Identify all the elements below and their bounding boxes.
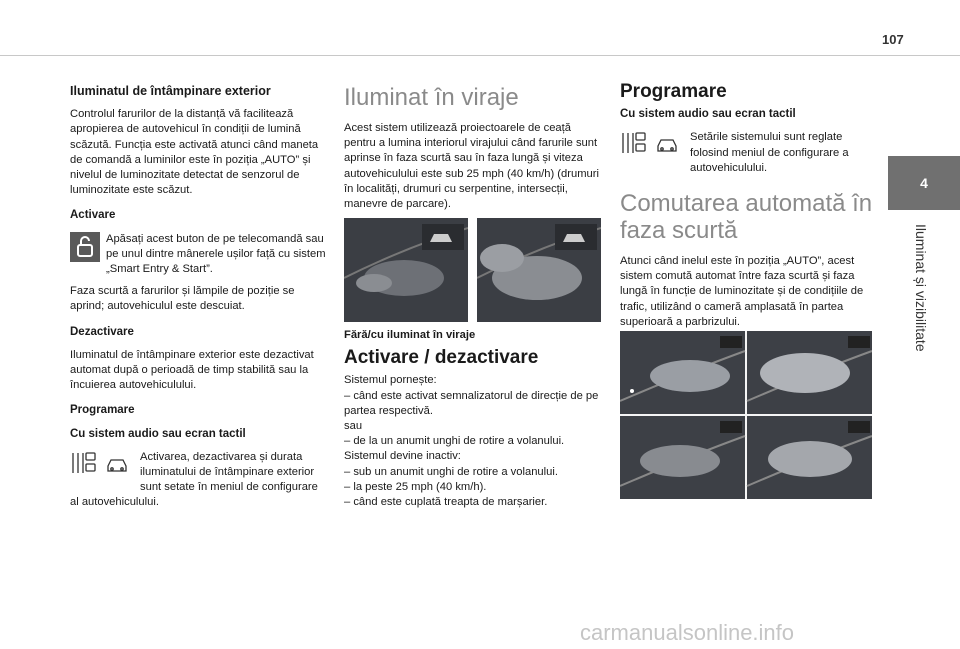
audio-block <box>70 450 328 511</box>
watermark: carmanualsonline.info <box>580 620 795 645</box>
line: – de la un anumit unghi de rotire a volanului. <box>344 435 565 448</box>
activare-block <box>70 232 328 278</box>
page-number: 107 <box>882 32 904 47</box>
header-rule <box>0 55 960 56</box>
column-1 <box>70 84 328 518</box>
section-title: Activare / dezactivare <box>344 347 539 369</box>
subsection-title: Cu sistem audio sau ecran tactil <box>620 108 796 121</box>
line: Sistemul devine inactiv: <box>344 450 461 463</box>
line: – la peste 25 mph (40 km/h). <box>344 480 487 493</box>
settings-menu-icon <box>620 130 684 161</box>
unlock-icon <box>70 232 100 267</box>
paragraph: Apăsați acest buton de pe telecomandă sau pe unul dintre mânerele ușilor față cu sistem „Smart Entry & Start”. <box>106 232 326 276</box>
chapter-title: Iluminat și vizibilitate <box>913 224 929 352</box>
line: sau <box>344 420 363 433</box>
settings-menu-icon <box>70 450 134 481</box>
section-title: Comutarea automată în faza scurtă <box>620 190 873 245</box>
subsection-title: Activare <box>70 209 116 222</box>
cornering-light-off-image <box>344 218 468 322</box>
line: – sub un anumit unghi de rotire a volanului. <box>344 465 558 478</box>
paragraph: Setările sistemului sunt reglate folosind meniul de configurare a autovehiculului. <box>690 131 849 174</box>
paragraph: Atunci când inelul este în poziția „AUTO”, acest sistem comută automat între faza scurtă și faza lungă în funcție de luminozitate și de condițiile de trafic, utilizând o cameră amplasată în partea superioară a parbrizului. <box>620 255 864 328</box>
paragraph: Iluminatul de întâmpinare exterior este dezactivat automat după o perioadă de timp stabilită sau la încuierea autovehiculului. <box>70 348 314 392</box>
paragraph: Faza scurtă a farurilor și lămpile de poziție se aprind; autovehiculul este descuiat. <box>70 285 295 313</box>
image-caption: Fără/cu iluminat în viraje <box>344 329 476 341</box>
section-title: Iluminat în viraje <box>344 84 519 111</box>
section-title: Programare <box>620 81 727 102</box>
column-3 <box>620 81 874 337</box>
chapter-tab: 4 <box>888 156 960 210</box>
column-2-lower <box>344 328 602 510</box>
paragraph: Activarea, dezactivarea și durata iluminatului de întâmpinare exterior sunt setate în meniul de configurare al autovehiculului. <box>70 450 318 509</box>
audio-block <box>620 130 874 176</box>
section-title: Iluminatul de întâmpinare exterior <box>70 84 271 98</box>
column-2 <box>344 84 602 219</box>
line: – când este cuplată treapta de marșarier. <box>344 496 548 509</box>
subsection-title: Cu sistem audio sau ecran tactil <box>70 427 246 440</box>
cornering-light-on-image <box>477 218 601 322</box>
auto-dipping-images <box>620 331 872 499</box>
paragraph: Controlul farurilor de la distanță vă facilitează apropierea de autovehicul în condiții de lumină scăzută. Funcția este activată atunci când maneta de comandă a luminilor este în poziția „AUTO” și nivelul de luminozitate detectat de senzorul de luminozitate este scăzut. <box>70 108 319 197</box>
subsection-title: Programare <box>70 404 135 417</box>
subsection-title: Dezactivare <box>70 325 134 338</box>
paragraph: Acest sistem utilizează proiectoarele de ceață pentru a lumina interiorul virajului când farurile sunt aprinse în faza scurtă sau în faza lungă și viteza autovehiculului este sub 25 mph (40 km/h) (drumuri în localități, drumuri cu serpentine, intersecții, manevre de parcare). <box>344 122 599 211</box>
line: – când este activat semnalizatorul de direcție de pe partea respectivă. <box>344 389 599 417</box>
line: Sistemul pornește: <box>344 374 437 387</box>
